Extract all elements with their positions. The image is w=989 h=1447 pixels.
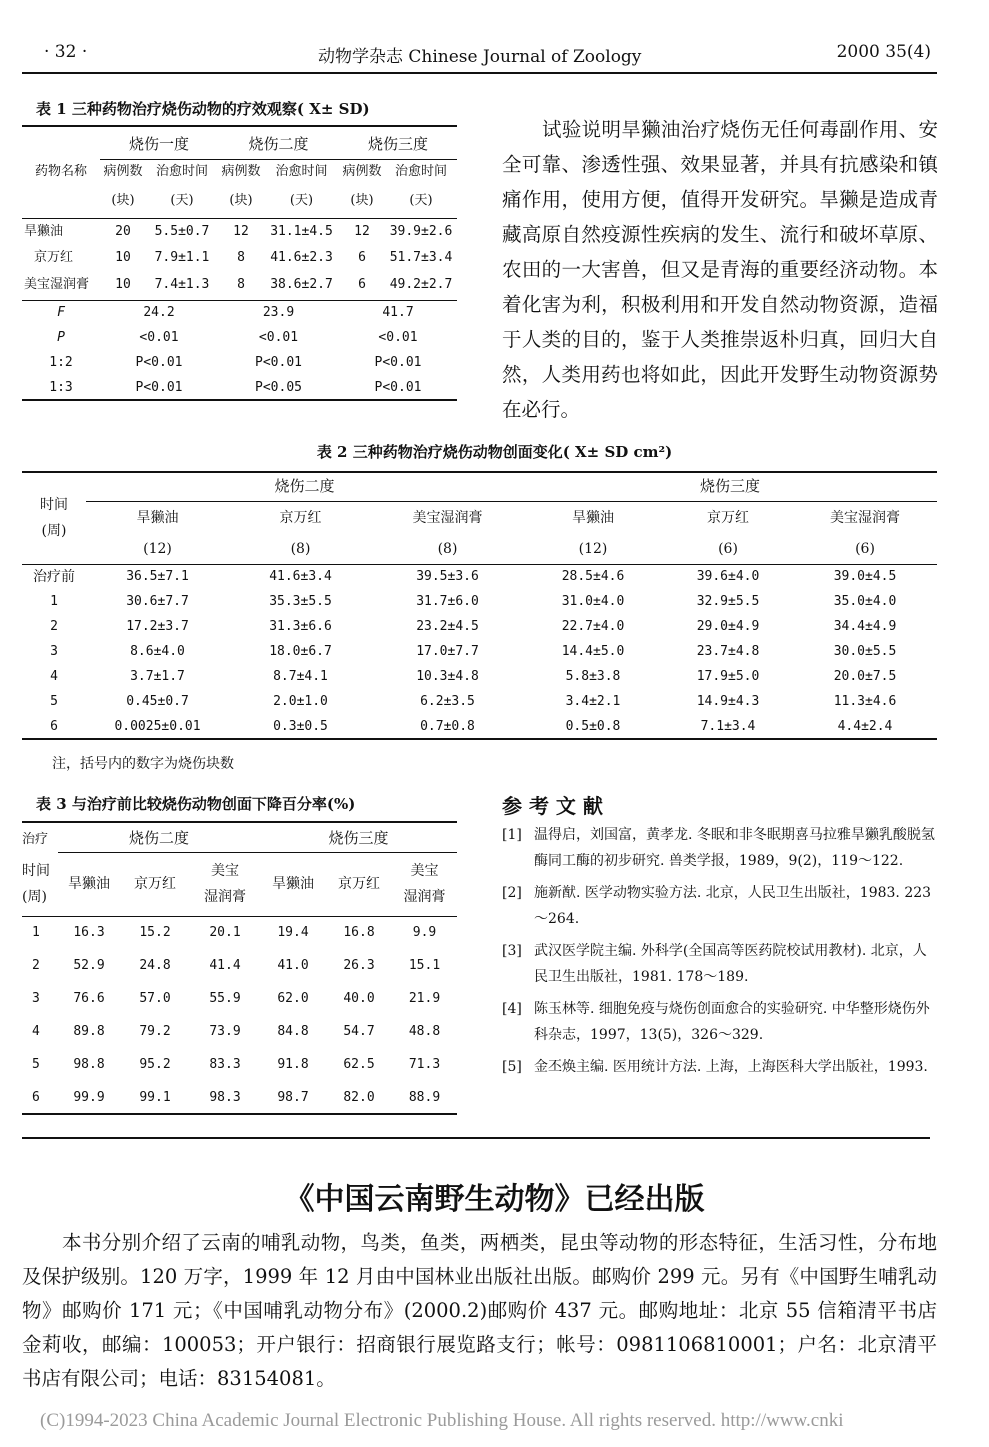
- table3-drug: 旱獭油: [68, 876, 110, 892]
- table1-unit: (天): [289, 193, 314, 209]
- running-header: [22, 38, 937, 72]
- table3-time-header: 时间 (周): [22, 862, 50, 905]
- references-title: 参 考 文 献: [502, 794, 603, 818]
- table-row: 2 17.2±3.7 31.3±6.6 23.2±4.5 22.7±4.0 29.0±4.9 34.4±4.9: [50, 619, 897, 634]
- references-list: [502, 822, 938, 1086]
- journal-name: 动物学杂志 Chinese Journal of Zoology: [318, 47, 642, 67]
- table1-subheader: 治愈时间: [385, 159, 457, 184]
- body-paragraph: 试验说明旱獭油治疗烧伤无任何毒副作用、安全可靠、渗透性强、效果显著，并具有抗感染和镇痛作用，使用方便，值得开发研究。旱獭是造成青藏高原自然疫源性疾病的发生、流行和破坏草原、农田的一大害兽，但又是青海的重要经济动物。本着化害为利，积极利用和开发自然动物资源，造福于人类的目的，鉴于人类推崇返朴归真，回归大自然，人类用药也将如此，因此开发野生动物资源势在必行。: [502, 118, 938, 421]
- table2-time-header: 时间 (周): [40, 497, 68, 540]
- table3-drug: 京万红: [338, 876, 380, 892]
- reference-item: [1] 温得启，刘国富，黄孝龙. 冬眠和非冬眠期喜马拉雅旱獭乳酸脱氢酶同工酶的初步研究. 兽类学报，1989，9(2)，119～122.: [502, 827, 935, 869]
- table-row: 6 0.0025±0.01 0.3±0.5 0.7±0.8 0.5±0.8 7.1±3.4 4.4±2.4: [22, 714, 937, 739]
- table2-drug: 京万红: [279, 509, 322, 526]
- table2-drug: 京万红: [707, 509, 749, 526]
- header-rule: [22, 72, 937, 74]
- table3-group-1: 烧伤二度: [58, 826, 260, 852]
- table-row: 京万红 10 7.9±1.1 8 41.6±2.3 6 51.7±3.4: [34, 249, 453, 265]
- table2-count: (8): [437, 540, 458, 557]
- table-row: 3 8.6±4.0 18.0±6.7 17.0±7.7 14.4±5.0 23.7±4.8 30.0±5.5: [50, 644, 897, 659]
- table1-unit: (块): [229, 193, 253, 209]
- table2-group-2: 烧伤三度: [523, 473, 937, 501]
- table1-col-drug: 药物名称: [34, 164, 87, 179]
- table-row: P <0.01 <0.01 <0.01: [57, 330, 418, 345]
- table2-note: 注，括号内的数字为烧伤块数: [52, 756, 234, 772]
- table-row: 4 89.8 79.2 73.9 84.8 54.7 48.8: [32, 1024, 441, 1039]
- table1-caption: 表 1 三种药物治疗烧伤动物的疗效观察( X± SD): [36, 100, 370, 118]
- page-number: · 32 ·: [44, 42, 88, 62]
- table2-group-1: 烧伤二度: [86, 473, 523, 501]
- table1-subheader: 治愈时间: [264, 159, 339, 184]
- table1-group-2: 烧伤二度: [248, 135, 309, 154]
- section-divider: [22, 1137, 930, 1139]
- table3-drug: 美宝 湿润膏: [403, 863, 446, 905]
- table3-drug: 美宝 湿润膏: [204, 863, 246, 905]
- table-row: 1 16.3 15.2 20.1 19.4 16.8 9.9: [32, 925, 437, 941]
- table2-drug: 旱獭油: [572, 509, 614, 526]
- table3-corner-top: 治疗: [22, 831, 49, 847]
- reference-item: [5] 金丕焕主编. 医用统计方法. 上海，上海医科大学出版社，1993.: [502, 1059, 928, 1075]
- table-row: 3 76.6 57.0 55.9 62.0 40.0 21.9: [32, 991, 441, 1006]
- table2-drug: 旱獭油: [136, 509, 179, 526]
- table-row: 2 52.9 24.8 41.4 41.0 26.3 15.1: [32, 958, 441, 973]
- table1-unit: (天): [409, 193, 433, 209]
- table2-count: (8): [290, 540, 311, 557]
- table3-drug: 京万红: [134, 876, 176, 892]
- notice-title: 《中国云南野生动物》已经出版: [284, 1182, 705, 1217]
- table-row: 6 99.9 99.1 98.3 98.7 82.0 88.9: [22, 1081, 457, 1114]
- table2-count: (6): [718, 540, 738, 557]
- table1-subheader: 病例数: [339, 159, 385, 184]
- table3: [22, 826, 457, 1115]
- table2: [22, 473, 937, 740]
- table3-group-2: 烧伤三度: [260, 826, 457, 852]
- table1-unit: (天): [170, 193, 194, 209]
- table-row: 1:2 P<0.01 P<0.01 P<0.01: [49, 355, 422, 370]
- reference-item: [2] 施新猷. 医学动物实验方法. 北京，人民卫生出版社，1983. 223～264.: [502, 885, 932, 927]
- table-row: 4 3.7±1.7 8.7±4.1 10.3±4.8 5.8±3.8 17.9±5.0 20.0±7.5: [50, 669, 897, 684]
- copyright-footer: (C)1994-2023 China Academic Journal Electronic Publishing House. All rights reserved. http://www.cnki: [40, 1410, 844, 1431]
- table1-subheader: 病例数: [100, 159, 146, 184]
- table-row: 5 0.45±0.7 2.0±1.0 6.2±3.5 3.4±2.1 14.9±4.3 11.3±4.6: [50, 694, 897, 709]
- table1-group-3: 烧伤三度: [367, 135, 428, 154]
- table-row: 1:3 P<0.01 P<0.05 P<0.01: [22, 375, 457, 400]
- reference-item: [3] 武汉医学院主编. 外科学(全国高等医药院校试用教材). 北京，人民卫生出版社，1981. 178～189.: [502, 943, 927, 985]
- table1: [22, 131, 457, 401]
- notice-body: 本书分别介绍了云南的哺乳动物，鸟类，鱼类，两栖类，昆虫等动物的形态特征，生活习性，分布地及保护级别。120 万字，1999 年 12 月由中国林业出版社出版。邮购价 299 元。另有《中国野生哺乳动物》邮购价 171 元；《中国哺乳动物分布》(2000.2)邮购价 437 元。邮购地址：北京 55 信箱清平书店 金莉收，邮编：100053；开户银行：招商银行展览路支行；帐号：0981106810001；户名：北京清平书店有限公司；电话：83154081。: [22, 1231, 937, 1390]
- table1-group-1: 烧伤一度: [128, 135, 189, 154]
- table1-unit: (块): [350, 193, 374, 209]
- table2-caption: 表 2 三种药物治疗烧伤动物创面变化( X± SD cm²): [316, 443, 673, 461]
- table-row: 旱獭油 20 5.5±0.7 12 31.1±4.5 12 39.9±2.6: [24, 223, 453, 239]
- table1-top-rule: [22, 125, 457, 127]
- table1-subheader: 治愈时间: [146, 159, 218, 184]
- table-row: 治疗前 36.5±7.1 41.6±3.4 39.5±3.6 28.5±4.6 39.6±4.0 39.0±4.5: [33, 568, 897, 585]
- journal-volume: 2000 35(4): [836, 42, 931, 62]
- table2-drug: 美宝湿润膏: [412, 509, 483, 526]
- table-row: F 24.2 23.9 41.7: [57, 305, 414, 321]
- table1-unit: (块): [111, 193, 135, 209]
- table2-drug: 美宝湿润膏: [830, 509, 900, 526]
- table3-drug: 旱獭油: [272, 876, 314, 892]
- table2-count: (12): [578, 540, 608, 557]
- table-row: 美宝湿润膏 10 7.4±1.3 8 38.6±2.7 6 49.2±2.7: [22, 270, 457, 300]
- table2-count: (12): [143, 540, 172, 557]
- table1-subheader: 病例数: [218, 159, 264, 184]
- reference-item: [4] 陈玉林等. 细胞免疫与烧伤创面愈合的实验研究. 中华整形烧伤外科杂志，1997，13(5)，326～329.: [502, 1001, 930, 1043]
- table2-count: (6): [855, 540, 875, 557]
- table3-top-rule: [22, 821, 457, 823]
- table-row: 1 30.6±7.7 35.3±5.5 31.7±6.0 31.0±4.0 32.9±5.5 35.0±4.0: [50, 594, 897, 609]
- table3-caption: 表 3 与治疗前比较烧伤动物创面下降百分率(%): [36, 795, 356, 813]
- table-row: 5 98.8 95.2 83.3 91.8 62.5 71.3: [32, 1057, 441, 1072]
